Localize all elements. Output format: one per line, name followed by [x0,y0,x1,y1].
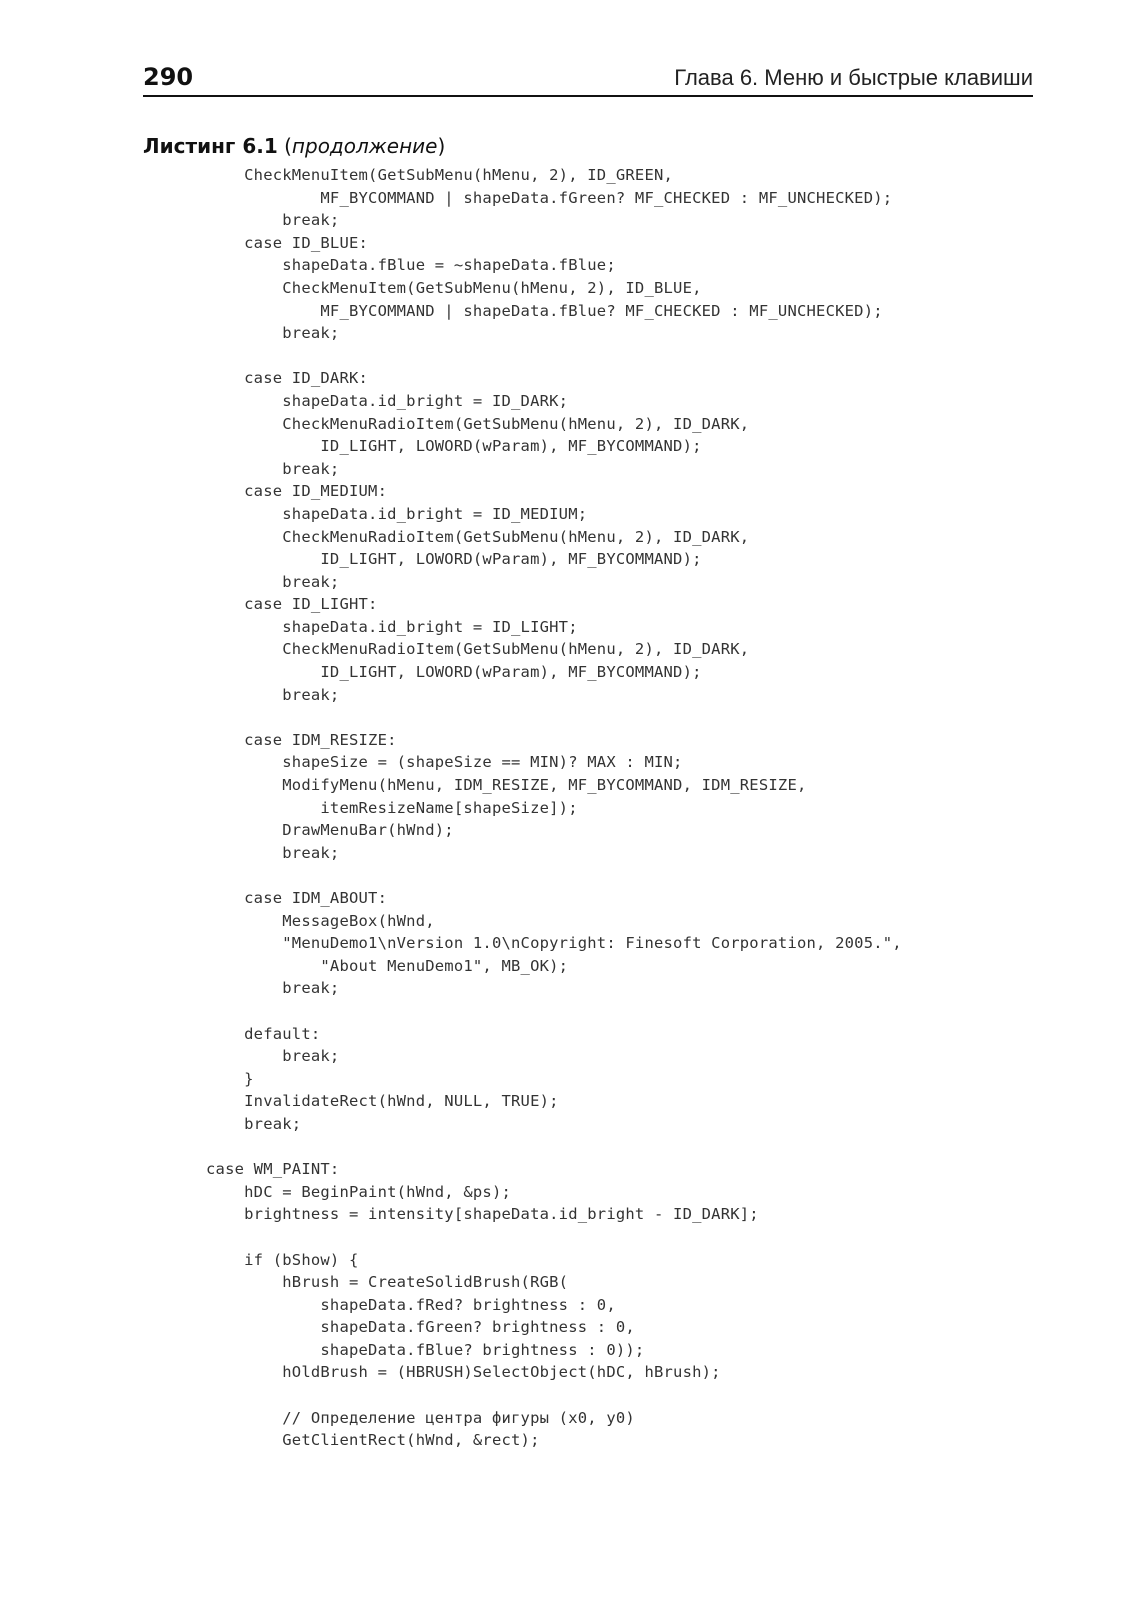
code-line: shapeData.id_bright = ID_MEDIUM; [206,504,588,523]
code-line: shapeData.fGreen? brightness : 0, [206,1318,635,1337]
code-line: break; [206,211,340,230]
code-line: CheckMenuRadioItem(GetSubMenu(hMenu, 2), ID_DARK, [206,414,750,433]
header-rule [143,95,1033,97]
page-number: 290 [143,63,194,91]
code-line: MF_BYCOMMAND | shapeData.fBlue? MF_CHECKED : MF_UNCHECKED); [206,301,883,320]
code-line: ID_LIGHT, LOWORD(wParam), MF_BYCOMMAND); [206,550,702,569]
code-line: CheckMenuItem(GetSubMenu(hMenu, 2), ID_GREEN, [206,166,674,184]
code-line: break; [206,685,340,704]
code-line: case ID_BLUE: [206,233,369,252]
code-line: } [206,1069,254,1088]
code-line: CheckMenuRadioItem(GetSubMenu(hMenu, 2), ID_DARK, [206,527,750,546]
code-line: break; [206,324,340,343]
code-line: // Определение центра фигуры (x0, y0) [206,1408,635,1427]
code-line: CheckMenuRadioItem(GetSubMenu(hMenu, 2), ID_DARK, [206,640,750,659]
code-line: ID_LIGHT, LOWORD(wParam), MF_BYCOMMAND); [206,663,702,682]
code-line: hDC = BeginPaint(hWnd, &ps); [206,1182,512,1201]
code-line [206,1000,902,1023]
code-line: itemResizeName[shapeSize]); [206,798,578,817]
code-line: shapeData.fBlue = ~shapeData.fBlue; [206,256,616,275]
code-line: break; [206,1047,340,1066]
code-line: break; [206,459,340,478]
code-line [206,864,902,887]
running-head: Глава 6. Меню и быстрые клавиши [674,65,1033,90]
code-line: default: [206,1024,321,1043]
code-line: case IDM_ABOUT: [206,889,388,907]
listing-close-paren: ) [437,134,446,158]
code-line: break; [206,843,340,862]
code-line: if (bShow) { [206,1250,359,1269]
code-line: break; [206,1114,302,1133]
code-line: case IDM_RESIZE: [206,730,397,749]
code-line: brightness = intensity[shapeData.id_bright - ID_DARK]; [206,1205,759,1224]
code-line: break; [206,572,340,591]
listing-caption [143,133,445,159]
listing-continuation: продолжение [291,134,438,158]
code-line: case ID_DARK: [206,369,369,388]
code-line [206,1136,902,1159]
code-line: hBrush = CreateSolidBrush(RGB( [206,1273,569,1292]
code-line: shapeData.id_bright = ID_LIGHT; [206,617,578,636]
code-line: shapeData.id_bright = ID_DARK; [206,391,569,410]
listing-label: Листинг 6.1 [143,134,278,158]
code-line: MessageBox(hWnd, [206,911,435,930]
code-line: shapeData.fBlue? brightness : 0)); [206,1340,645,1359]
code-line: hOldBrush = (HBRUSH)SelectObject(hDC, hBrush); [206,1363,721,1382]
code-line: case ID_MEDIUM: [206,482,388,501]
code-listing [206,164,902,1452]
code-line: MF_BYCOMMAND | shapeData.fGreen? MF_CHECKED : MF_UNCHECKED); [206,188,893,207]
code-line: ID_LIGHT, LOWORD(wParam), MF_BYCOMMAND); [206,437,702,456]
code-line: case ID_LIGHT: [206,595,378,614]
code-line [206,345,902,368]
listing-open-paren: ( [277,134,292,158]
code-line: break; [206,979,340,998]
code-line: DrawMenuBar(hWnd); [206,821,454,840]
code-line: CheckMenuItem(GetSubMenu(hMenu, 2), ID_BLUE, [206,278,702,297]
code-line [206,706,902,729]
code-line: shapeSize = (shapeSize == MIN)? MAX : MIN; [206,753,683,772]
code-line: shapeData.fRed? brightness : 0, [206,1295,616,1314]
code-line: case WM_PAINT: [206,1160,340,1179]
code-line [206,1226,902,1249]
code-line: "About MenuDemo1", MB_OK); [206,956,569,975]
code-line [206,1384,902,1407]
code-line: "MenuDemo1\nVersion 1.0\nCopyright: Finesoft Corporation, 2005.", [206,934,902,953]
code-line: InvalidateRect(hWnd, NULL, TRUE); [206,1092,559,1111]
code-line: GetClientRect(hWnd, &rect); [206,1431,540,1450]
code-line: ModifyMenu(hMenu, IDM_RESIZE, MF_BYCOMMAND, IDM_RESIZE, [206,776,807,795]
